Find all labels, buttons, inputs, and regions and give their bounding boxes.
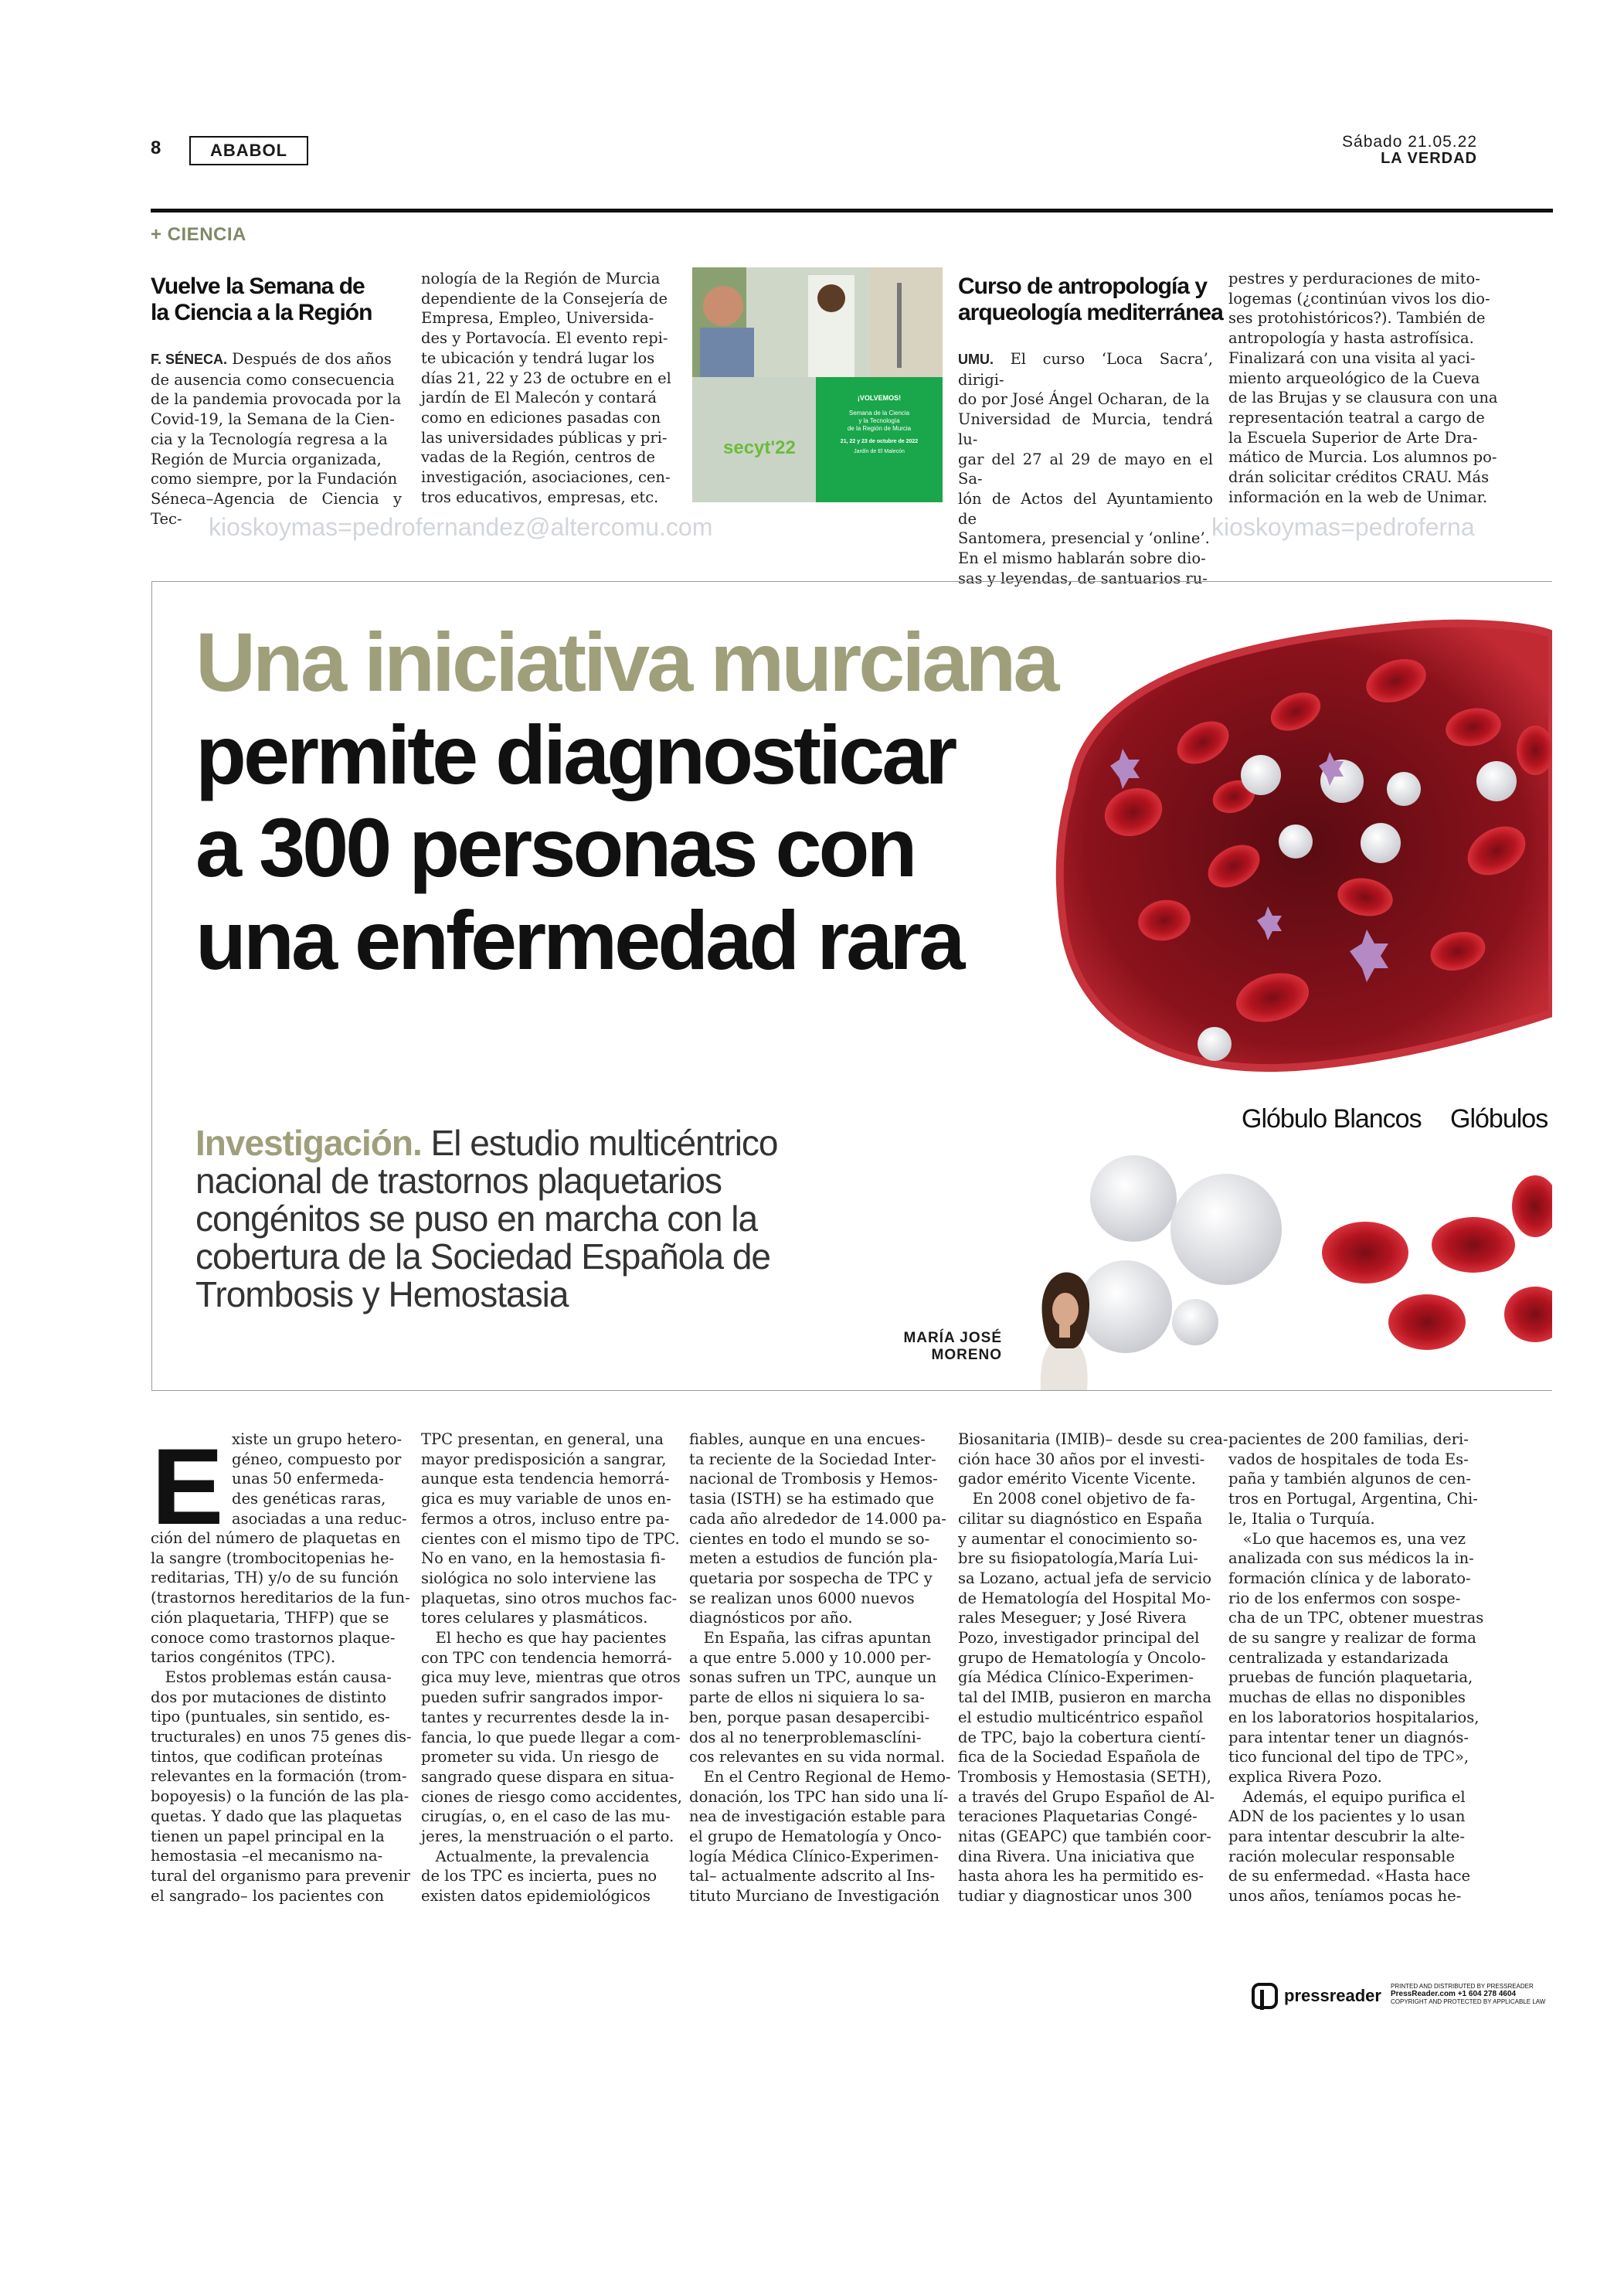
feature-box xyxy=(151,581,1552,1391)
text-line: cia y la Tecnología regresa a la xyxy=(151,430,388,448)
legal-line: COPYRIGHT AND PROTECTED BY APPLICABLE LAW xyxy=(1391,1998,1546,2005)
text-line: sangrado quese dispara en situa- xyxy=(421,1767,674,1786)
text-line: de su sangre y realizar de forma xyxy=(1228,1629,1476,1647)
text-line: tienen un papel principal en la xyxy=(151,1827,385,1845)
text-line: fermos a otros, incluso entre pa- xyxy=(421,1509,670,1528)
text-line: (trastornos hereditarios de la fun- xyxy=(151,1589,410,1607)
text-line: tarios congénitos (TPC). xyxy=(151,1648,336,1667)
text-line: Covid-19, la Semana de la Cien- xyxy=(151,410,395,429)
text-line: donación, los TPC han sido una lí- xyxy=(689,1787,949,1806)
brief2-column-2 xyxy=(1228,269,1498,507)
pressreader-logo-icon xyxy=(1250,1981,1281,2012)
text-line: dos al no tenerproblemasclíni- xyxy=(689,1728,922,1746)
text-line: nitas (GEAPC) que también coor- xyxy=(958,1828,1211,1846)
text-line: tipo (puntuales, sin sentido, es- xyxy=(151,1708,390,1726)
text-line: tasia (ISTH) se ha estimado que xyxy=(689,1490,934,1508)
text-line: prometer su vida. Un riesgo de xyxy=(421,1748,659,1766)
text-line: jardín de El Malecón y contará xyxy=(421,389,657,407)
byline xyxy=(863,1330,1002,1364)
text-line: paña y también algunos de cen- xyxy=(1228,1470,1471,1488)
headline-line: a 300 personas con xyxy=(195,801,915,894)
text-line: parte de ellos ni siquiera lo sa- xyxy=(689,1688,925,1707)
text-line: rales Meseguer; y José Rivera xyxy=(958,1609,1187,1627)
text-line: cirugías, o, en el caso de las mu- xyxy=(421,1807,671,1826)
text-line: fancia, lo que puede llegar a com- xyxy=(421,1728,681,1746)
event-poster xyxy=(816,377,943,502)
text-line: jeres, la menstruación o el parto. xyxy=(421,1828,674,1846)
text-line: el estudio multicéntrico español xyxy=(958,1708,1204,1726)
text-line: ción hace 30 años por el investi- xyxy=(958,1450,1205,1468)
text-line: de las Brujas y se clausura con una xyxy=(1228,389,1498,407)
body-column-4 xyxy=(958,1430,1228,1906)
brief1-line: Después de dos años xyxy=(227,350,392,368)
watermark-text: kioskoymas=pedrofernandez@altercomu.com xyxy=(209,513,713,541)
text-line: relevantes en la formación (trom- xyxy=(151,1767,407,1786)
label-white-cells: Glóbulo Blancos xyxy=(1242,1104,1422,1134)
headline-line: Una iniciativa murciana xyxy=(195,615,1057,709)
text-line: gador emérito Vicente Vicente. xyxy=(958,1470,1196,1488)
text-line: cilitar su diagnóstico en España xyxy=(958,1509,1203,1528)
text-line: de la pandemia provocada por la xyxy=(151,390,402,409)
text-line: El hecho es que hay pacientes xyxy=(421,1629,667,1647)
text-line: gica es muy variable de unos en- xyxy=(421,1490,671,1508)
text-line: información en la web de Unimar. xyxy=(1228,488,1488,506)
text-line: tural del organismo para prevenir xyxy=(151,1866,410,1885)
text-line: hemostasia –el mecanismo na- xyxy=(151,1847,383,1865)
label-red-cells: Glóbulos xyxy=(1450,1104,1548,1134)
brief1-title-line: la Ciencia a la Región xyxy=(151,300,372,325)
brief2-line: El curso ‘Loca Sacra’, dirigi- xyxy=(958,350,1213,389)
text-line: No en vano, en la hemostasia fi- xyxy=(421,1549,666,1568)
text-line: tores celulares y plasmáticos. xyxy=(421,1609,648,1627)
text-line: ción del número de plaquetas en xyxy=(151,1529,401,1547)
text-line: y aumentar el conocimiento so- xyxy=(958,1529,1198,1548)
text-line: representación teatral a cargo de xyxy=(1228,408,1485,427)
newspaper-name: LA VERDAD xyxy=(1381,150,1477,167)
brief2-lead-in: UMU. xyxy=(958,352,994,367)
text-line: hasta ahora les ha permitido es- xyxy=(958,1867,1204,1885)
blood-cells-illustration xyxy=(1041,596,1552,1391)
text-line: ta reciente de la Sociedad Inter- xyxy=(689,1450,936,1468)
brief2-title xyxy=(958,274,1236,326)
pressreader-footer xyxy=(1250,1981,1553,2012)
text-line: Empresa, Empleo, Universida- xyxy=(421,309,654,328)
text-line: bre su fisiopatología,María Lui- xyxy=(958,1549,1198,1568)
text-line: ses protohistóricos?). También de xyxy=(1228,309,1486,328)
text-line: xiste un grupo hetero- xyxy=(232,1430,403,1448)
text-line: En el Centro Regional de Hemo- xyxy=(689,1767,951,1786)
text-line: Santomera, presencial y ‘online’. xyxy=(958,529,1210,548)
text-line: ración molecular responsable xyxy=(1228,1847,1456,1865)
text-line: pueden sufrir sangrados impor- xyxy=(421,1688,664,1707)
text-line: el sangrado– los pacientes con xyxy=(151,1886,385,1905)
text-line: gica muy leve, mientras que otros xyxy=(421,1668,681,1687)
text-line: tal– actualmente adscrito al Ins- xyxy=(689,1867,935,1885)
watermark-text: kioskoymas=pedroferna xyxy=(1211,513,1475,541)
brief1-lead-in: F. SÉNECA. xyxy=(151,352,228,367)
text-line: el grupo de Hematología y Onco- xyxy=(689,1828,942,1846)
text-line: fica de la Sociedad Española de xyxy=(958,1748,1201,1766)
pressreader-brand: pressreader xyxy=(1284,1986,1381,2005)
text-line: ADN de los pacientes y lo usan xyxy=(1228,1807,1466,1826)
text-line: Trombosis y Hemostasia (SETH), xyxy=(958,1767,1211,1786)
text-line: gía Médica Clínico-Experimen- xyxy=(958,1668,1194,1687)
text-line: le, Italia o Turquía. xyxy=(1228,1509,1375,1528)
text-line: pruebas de función plaquetaria, xyxy=(1228,1668,1473,1687)
text-line: nea de investigación estable para xyxy=(689,1807,946,1826)
text-line: cos relevantes en su vida normal. xyxy=(689,1748,946,1766)
text-line: logemas (¿continúan vivos los dio- xyxy=(1228,289,1490,308)
text-line: tico funcional del tipo de TPC», xyxy=(1228,1748,1469,1766)
text-line: miento arqueológico de la Cueva xyxy=(1228,369,1480,387)
science-week-photo xyxy=(692,267,943,502)
text-line: drán solicitar créditos CRAU. Más xyxy=(1228,468,1490,487)
text-line: antropología y hasta astrofísica. xyxy=(1228,329,1474,348)
text-line: quetas. Y dado que las plaquetas xyxy=(151,1807,403,1825)
text-line: ción plaquetaria, THFP) que se xyxy=(151,1608,389,1627)
text-line: mayor predisposición a sangrar, xyxy=(421,1450,667,1468)
text-line: pestres y perduraciones de mito- xyxy=(1228,270,1480,287)
text-line: teraciones Plaquetarias Congé- xyxy=(958,1807,1198,1826)
text-line: En el mismo hablarán sobre dio- xyxy=(958,549,1206,568)
text-line: como en ediciones pasadas con xyxy=(421,408,661,427)
text-line: a través del Grupo Español de Al- xyxy=(958,1787,1215,1806)
text-line: Finalizará con una visita al yaci- xyxy=(1228,348,1476,367)
text-line: conoce como trastornos plaque- xyxy=(151,1628,396,1647)
text-line: muchas de ellas no disponibles xyxy=(1228,1688,1466,1707)
text-line: diagnósticos por año. xyxy=(689,1609,853,1627)
text-line: bopoyesis) o la función de las pla- xyxy=(151,1787,409,1806)
text-line: cientes en todo el mundo se so- xyxy=(689,1529,930,1548)
text-line: Pozo, investigador principal del xyxy=(958,1629,1200,1647)
brief1-column-1 xyxy=(151,349,402,529)
secyt-logo: secyt'22 xyxy=(723,437,796,458)
headline-line: permite diagnosticar xyxy=(195,708,955,801)
text-line: nología de la Región de Murcia xyxy=(421,270,661,287)
text-line: dependiente de la Consejería de xyxy=(421,289,668,308)
text-line: sa Lozano, actual jefa de servicio xyxy=(958,1569,1211,1587)
body-column-1 xyxy=(151,1528,412,1906)
text-line: aunque esta tendencia hemorrá- xyxy=(421,1470,670,1488)
body-column-2 xyxy=(421,1430,682,1906)
text-line: tintos, que codifican proteínas xyxy=(151,1747,383,1766)
text-line: Séneca–Agencia de Ciencia y Tec- xyxy=(151,489,402,528)
text-line: Además, el equipo purifica el xyxy=(1228,1787,1466,1806)
drop-cap: E xyxy=(151,1426,224,1547)
text-line: te ubicación y tendrá lugar los xyxy=(421,348,655,367)
byline-name: MARÍA JOSÉ xyxy=(903,1330,1002,1346)
text-line: Biosanitaria (IMIB)– desde su crea- xyxy=(958,1430,1228,1448)
text-line: En España, las cifras apuntan xyxy=(689,1629,932,1647)
text-line: ciones de riesgo como accidentes, xyxy=(421,1787,682,1806)
text-line: explica Rivera Pozo. xyxy=(1228,1767,1382,1786)
text-line: días 21, 22 y 23 de octubre en el xyxy=(421,369,671,387)
body-intro-lines xyxy=(232,1430,407,1529)
brief1-title xyxy=(151,274,413,326)
text-line: asociadas a una reduc- xyxy=(232,1509,407,1528)
text-line: las universidades públicas y pri- xyxy=(421,428,668,447)
text-line: la Escuela Superior de Arte Dra- xyxy=(1228,428,1478,447)
text-line: tros en Portugal, Argentina, Chi- xyxy=(1228,1490,1478,1508)
subhead-text: El estudio multicéntrico nacional de trastornos plaquetarios congénitos se puso en marcha con la cobertura de la Sociedad Española de Trombosis y Hemostasia xyxy=(195,1123,778,1314)
text-line: sonas sufren un TPC, aunque un xyxy=(689,1668,937,1687)
text-line: formación clínica y de laborato- xyxy=(1228,1569,1471,1587)
text-line: Región de Murcia organizada, xyxy=(151,450,382,468)
text-line: fiables, aunque en una encues- xyxy=(689,1430,926,1448)
text-line: logía Médica Clínico-Experimen- xyxy=(689,1847,939,1865)
text-line: cientes con el mismo tipo de TPC. xyxy=(421,1529,680,1548)
text-line: nacional de Trombosis y Hemos- xyxy=(689,1470,938,1488)
text-line: rio de los enfermos con sospe- xyxy=(1228,1589,1461,1607)
text-line: Universidad de Murcia, tendrá lu- xyxy=(958,410,1213,448)
text-line: des genéticas raras, xyxy=(232,1490,386,1508)
text-line: de TPC, bajo la cobertura cientí- xyxy=(958,1728,1206,1746)
text-line: Estos problemas están causa- xyxy=(151,1668,392,1686)
brief2-column-1 xyxy=(958,349,1213,588)
text-line: plaquetas, sino otros muchos fac- xyxy=(421,1589,678,1607)
text-line: TPC presentan, en general, una xyxy=(421,1430,664,1448)
text-line: con TPC con tendencia hemorrá- xyxy=(421,1648,672,1667)
text-line: lón de Actos del Ayuntamiento de xyxy=(958,489,1213,528)
text-line: dina Rivera. Una iniciativa que xyxy=(958,1847,1195,1865)
text-line: do por José Ángel Ocharan, de la xyxy=(958,390,1210,409)
text-line: tructurales) en unos 75 genes dis- xyxy=(151,1728,412,1746)
section-name-box: ABABOL xyxy=(189,136,308,165)
text-line: Actualmente, la prevalencia xyxy=(421,1847,650,1865)
text-line: en los laboratorios hospitalarios, xyxy=(1228,1708,1480,1726)
text-line: unas 50 enfermeda- xyxy=(232,1470,384,1488)
brief2-title-line: arqueología mediterránea xyxy=(958,300,1223,325)
poster-text: ¡VOLVEMOS! xyxy=(857,394,902,402)
text-line: reditarias, TH) y/o de su función xyxy=(151,1569,399,1587)
legal-line: PRINTED AND DISTRIBUTED BY PRESSREADER xyxy=(1391,1983,1534,1990)
section-tag: + CIENCIA xyxy=(151,224,246,245)
text-line: tantes y recurrentes desde la in- xyxy=(421,1708,670,1726)
legal-line: PressReader.com +1 604 278 4604 xyxy=(1391,1990,1517,1998)
page-number: 8 xyxy=(151,138,161,158)
text-line: tudiar y diagnosticar unos 300 xyxy=(958,1887,1193,1906)
text-line: tituto Murciano de Investigación xyxy=(689,1887,940,1906)
text-line: géneo, compuesto por xyxy=(232,1450,402,1468)
lab-scene-image xyxy=(692,267,943,377)
text-line: de Hematología del Hospital Mo- xyxy=(958,1589,1211,1607)
text-line: sas y leyendas, de santuarios ru- xyxy=(958,569,1208,587)
text-line: para intentar tener un diagnós- xyxy=(1228,1728,1469,1746)
body-column-3 xyxy=(689,1430,951,1906)
subheadline xyxy=(195,1124,829,1314)
text-line: meten a estudios de función pla- xyxy=(689,1549,938,1568)
text-line: mático de Murcia. Los alumnos po- xyxy=(1228,448,1497,467)
text-line: gar del 27 al 29 de mayo en el Sa- xyxy=(958,450,1213,488)
pressreader-legal xyxy=(1391,1983,1553,2006)
text-line: cha de un TPC, obtener muestras xyxy=(1228,1609,1484,1627)
text-line: dos por mutaciones de distinto xyxy=(151,1688,387,1706)
text-line: para intentar descubrir la alte- xyxy=(1228,1828,1465,1846)
text-line: quetaria por sospecha de TPC y xyxy=(689,1569,933,1587)
text-line: de su enfermedad. «Hasta hace xyxy=(1228,1867,1471,1885)
poster-text: y la Tecnología xyxy=(858,417,900,424)
poster-text: 21, 22 y 23 de octubre de 2022 xyxy=(840,439,919,444)
author-photo xyxy=(1025,1262,1102,1390)
text-line: pacientes de 200 familias, deri- xyxy=(1228,1430,1469,1448)
text-line: como siempre, por la Fundación xyxy=(151,470,398,488)
text-line: analizada con sus médicos la in- xyxy=(1228,1549,1474,1568)
brief2-title-line: Curso de antropología y xyxy=(958,274,1208,299)
text-line: unos años, teníamos pocas he- xyxy=(1228,1887,1462,1906)
byline-name: MORENO xyxy=(931,1347,1002,1363)
text-line: tal del IMIB, pusieron en marcha xyxy=(958,1688,1211,1707)
text-line: se realizan unos 6000 nuevos xyxy=(689,1589,915,1607)
issue-date: Sábado 21.05.22 xyxy=(1342,133,1477,151)
text-line: de los TPC es incierta, pues no xyxy=(421,1867,657,1885)
poster-text: Jardín de El Malecón xyxy=(854,449,905,454)
text-line: «Lo que hacemos es, una vez xyxy=(1228,1529,1466,1548)
text-line: vadas de la Región, centros de xyxy=(421,448,656,467)
text-line: ben, porque pasan desapercibi- xyxy=(689,1708,930,1726)
text-line: existen datos epidemiológicos xyxy=(421,1887,651,1906)
text-line: En 2008 conel objetivo de fa- xyxy=(958,1490,1196,1508)
text-line: la sangre (trombocitopenias he- xyxy=(151,1549,395,1567)
headline-line: una enfermedad rara xyxy=(195,893,963,987)
text-line: tros educativos, empresas, etc. xyxy=(421,488,659,506)
text-line: centralizada y estandarizada xyxy=(1228,1648,1449,1667)
body-column-5 xyxy=(1228,1430,1484,1906)
poster-text: de la Región de Murcia xyxy=(847,425,912,432)
text-line: grupo de Hematología y Oncolo- xyxy=(958,1648,1206,1667)
text-line: cada año alrededor de 14.000 pa- xyxy=(689,1509,946,1528)
text-line: des y Portavocía. El evento repi- xyxy=(421,329,668,348)
brief1-column-2 xyxy=(421,269,672,507)
text-line: investigación, asociaciones, cen- xyxy=(421,468,671,487)
text-line: siológica no solo interviene las xyxy=(421,1569,657,1587)
subhead-lead: Investigación. xyxy=(195,1123,422,1163)
top-rule xyxy=(151,209,1553,212)
text-line: a que entre 5.000 y 10.000 per- xyxy=(689,1648,932,1667)
text-line: vados de hospitales de toda Es- xyxy=(1228,1450,1469,1468)
poster-text: Semana de la Ciencia xyxy=(848,410,910,416)
text-line: de ausencia como consecuencia xyxy=(151,370,395,389)
brief1-title-line: Vuelve la Semana de xyxy=(151,274,365,299)
